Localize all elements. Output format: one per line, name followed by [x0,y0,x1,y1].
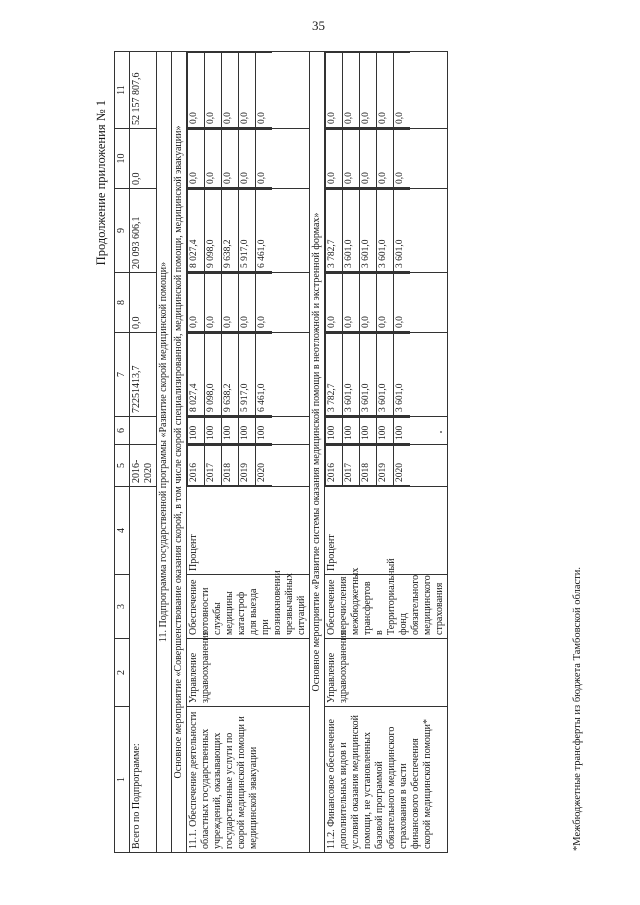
year-value-cell: 5 917,0 [239,190,256,272]
year-value-cell: 0,0 [377,53,394,128]
year-value-cell: 0,0 [239,53,256,128]
year-value-cell: 5 917,0 [239,334,256,416]
year-value-cell: 0,0 [205,53,222,128]
row1-description: 11.1. Обеспечение деятельности областных государственных учреждений, оказывающих государственные услуги по скорой медицинской помощи и медицинской эвакуации [187,707,310,853]
year-value-cell: 2016 [188,446,205,486]
year-value-cell: 0,0 [256,53,273,128]
row2-executor: Управление здравоохранения [325,639,448,707]
year-value-cell: 0,0 [377,130,394,188]
year-value-cell: 0,0 [239,130,256,188]
year-value-cell: 2020 [256,446,273,486]
year-value-cell: 0,0 [343,130,360,188]
header-cell: 3 [115,575,130,639]
page-number: 35 [312,18,325,33]
scan-speck [440,431,442,433]
total-c8: 0,0 [130,273,157,333]
year-value-cell: 0,0 [360,130,377,188]
header-cell: 6 [115,417,130,445]
year-value-cell: 0,0 [326,274,343,332]
row1-c8 [187,273,310,333]
year-value-cell: 6 461,0 [256,190,273,272]
year-value-cell: 100 [222,418,239,444]
year-value-cell: 0,0 [326,130,343,188]
header-cell: 2 [115,639,130,707]
row1-c7 [187,333,310,417]
year-value-cell: 2016 [326,446,343,486]
year-value-cell: 100 [239,418,256,444]
year-value-cell: 100 [394,418,411,444]
row2-years [325,445,448,487]
row2-c8 [325,273,448,333]
year-value-cell: 100 [360,418,377,444]
row2-c9 [325,189,448,273]
year-value-cell: 3 601,0 [394,190,411,272]
year-value-cell: 3 601,0 [377,334,394,416]
year-value-cell: 3 601,0 [360,334,377,416]
continuation-label: Продолжение приложения № 1 [94,100,108,266]
activity1-title: Основное мероприятие «Совершенствование оказания скорой, в том числе скорой специализированной, медицинской помощи, медицинской эвакуации» [172,52,187,853]
row2-c6 [325,417,448,445]
year-value-cell: 0,0 [222,53,239,128]
year-value-cell: 0,0 [343,274,360,332]
row2-c11 [325,52,448,129]
year-value-cell: 2019 [239,446,256,486]
header-cell: 1 [115,707,130,853]
year-value-cell: 9 638,2 [222,190,239,272]
rotated-document [90,52,591,853]
row-11-1 [187,52,310,853]
year-value-cell: 6 461,0 [256,334,273,416]
total-period: 2016-2020 [130,445,157,487]
year-value-cell: 0,0 [394,130,411,188]
year-value-cell: 2018 [222,446,239,486]
row1-years [187,445,310,487]
row2-description: 11.2. Финансовое обеспечение дополнительных видов и условий оказания медицинской помощи, не установленных базовой программой обязательного медицинского страхования в части финансового обеспечения скорой медицинской помощи* [325,707,448,853]
row-11-2 [325,52,448,853]
row2-indicator: Обеспечение перечисления межбюджетных трансфертов в Территориальный фонд обязательного медицинского страхования [325,575,448,639]
year-value-cell: 0,0 [188,53,205,128]
year-value-cell: 0,0 [222,130,239,188]
header-cell: 8 [115,273,130,333]
year-value-cell: 9 638,2 [222,334,239,416]
activity2-title: Основное мероприятие «Развитие системы оказания медицинской помощи в неотложной и экстренной формах» [310,52,325,853]
total-label: Всего по Подпрограмме: [130,487,157,853]
year-value-cell: 3 782,7 [326,334,343,416]
year-value-cell: 9 098,0 [205,334,222,416]
row2-c7 [325,333,448,417]
total-c7: 72251413,7 [130,333,157,417]
year-value-cell: 3 601,0 [377,190,394,272]
total-c11: 52 157 807,6 [130,52,157,129]
program-table [114,51,448,853]
year-value-cell: 0,0 [205,130,222,188]
row1-executor: Управление здравоохранения [187,639,310,707]
row1-unit: Процент [187,487,310,575]
year-value-cell: 3 601,0 [343,334,360,416]
year-value-cell: 100 [205,418,222,444]
year-value-cell: 0,0 [188,274,205,332]
year-value-cell: 0,0 [222,274,239,332]
total-c10: 0,0 [130,129,157,189]
row1-c10 [187,129,310,189]
header-cell: 7 [115,333,130,417]
year-value-cell: 100 [188,418,205,444]
year-value-cell: 0,0 [256,274,273,332]
subprogram-title: 11. Подпрограмма государственной программы «Развитие скорой медицинской помощи» [157,52,172,853]
year-value-cell: 2019 [377,446,394,486]
row1-c11 [187,52,310,129]
year-value-cell: 0,0 [326,53,343,128]
header-row [115,52,130,853]
year-value-cell: 2017 [205,446,222,486]
row1-c6 [187,417,310,445]
year-value-cell: 0,0 [205,274,222,332]
year-value-cell: 100 [326,418,343,444]
year-value-cell: 0,0 [394,274,411,332]
year-value-cell: 3 782,7 [326,190,343,272]
year-value-cell: 0,0 [360,274,377,332]
year-value-cell: 100 [343,418,360,444]
header-cell: 10 [115,129,130,189]
year-value-cell: 100 [256,418,273,444]
row1-c9 [187,189,310,273]
year-value-cell: 3 601,0 [343,190,360,272]
year-value-cell: 3 601,0 [394,334,411,416]
year-value-cell: 100 [377,418,394,444]
row1-indicator: Обеспечение готовности службы медицины катастроф для выезда при возникновении чрезвычайных ситуаций [187,575,310,639]
year-value-cell: 3 601,0 [360,190,377,272]
year-value-cell: 0,0 [343,53,360,128]
header-cell: 9 [115,189,130,273]
year-value-cell: 0,0 [239,274,256,332]
total-row [130,52,157,853]
year-value-cell: 0,0 [377,274,394,332]
year-value-cell: 2017 [343,446,360,486]
year-value-cell: 0,0 [256,130,273,188]
year-value-cell: 8 027,4 [188,334,205,416]
year-value-cell: 2020 [394,446,411,486]
year-value-cell: 8 027,4 [188,190,205,272]
year-value-cell: 9 098,0 [205,190,222,272]
year-value-cell: 0,0 [188,130,205,188]
total-c9: 20 093 606,1 [130,189,157,273]
footnote: *Межбюджетные трансферты из бюджета Тамбовской области. [572,567,583,851]
year-value-cell: 0,0 [394,53,411,128]
header-cell: 4 [115,487,130,575]
year-value-cell: 0,0 [360,53,377,128]
row2-unit: Процент [325,487,448,575]
row2-c10 [325,129,448,189]
header-cell: 5 [115,445,130,487]
header-cell: 11 [115,52,130,129]
year-value-cell: 2018 [360,446,377,486]
